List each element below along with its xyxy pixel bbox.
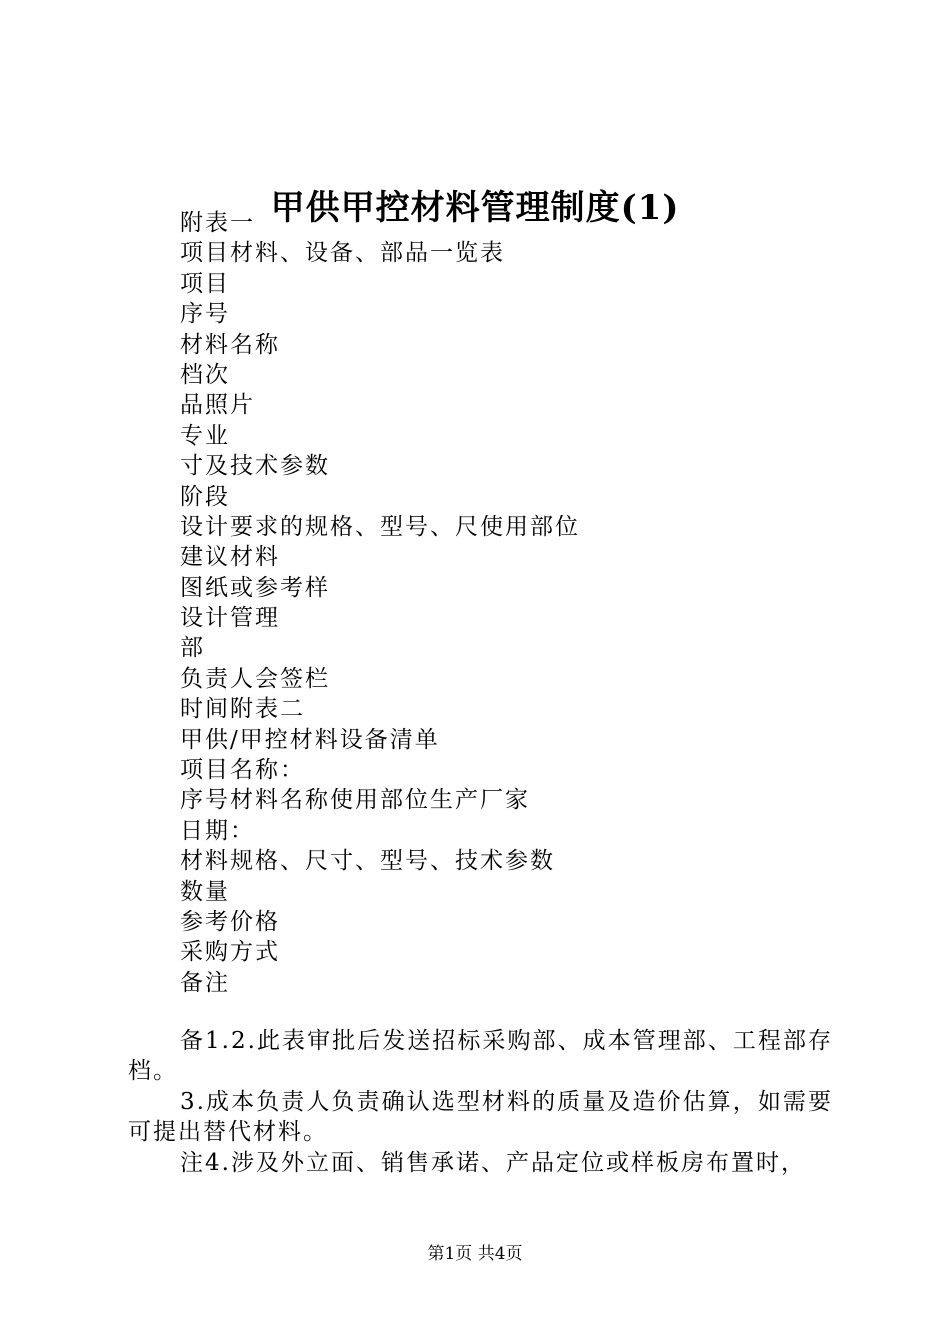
text-line: 负责人会签栏 bbox=[180, 665, 330, 692]
text-line: 序号 bbox=[180, 301, 230, 328]
text-line: 项目材料、设备、部品一览表 bbox=[180, 240, 505, 267]
text-line: 设计管理 bbox=[180, 605, 280, 632]
text-line: 数量 bbox=[180, 878, 230, 905]
text-line: 寸及技术参数 bbox=[180, 453, 330, 480]
text-line: 部 bbox=[180, 635, 205, 662]
text-line: 附表一 bbox=[180, 210, 255, 236]
text-line: 序号材料名称使用部位生产厂家 bbox=[180, 787, 530, 814]
text-line: 甲供/甲控材料设备清单 bbox=[180, 726, 440, 753]
text-line: 设计要求的规格、型号、尺使用部位 bbox=[180, 513, 580, 540]
text-line: 材料规格、尺寸、型号、技术参数 bbox=[180, 848, 555, 875]
paragraph-note-3: 注4.涉及外立面、销售承诺、产品定位或样板房布置时， bbox=[180, 1150, 806, 1176]
text-line: 品照片 bbox=[180, 392, 255, 419]
text-line: 参考价格 bbox=[180, 908, 280, 935]
text-line: 图纸或参考样 bbox=[180, 574, 330, 601]
text-line: 档次 bbox=[180, 361, 230, 388]
page-footer: 第1页 共4页 bbox=[427, 1244, 523, 1264]
document-lines bbox=[180, 208, 860, 998]
text-line: 专业 bbox=[180, 422, 230, 449]
text-line: 项目名称： bbox=[180, 757, 305, 784]
text-line: 建议材料 bbox=[180, 544, 280, 571]
text-line: 阶段 bbox=[180, 483, 230, 510]
paragraph-note-2: 3.成本负责人负责确认选型材料的质量及造价估算，如需要可提出替代材料。 bbox=[128, 1089, 833, 1146]
text-line: 采购方式 bbox=[180, 939, 280, 966]
text-line: 项目 bbox=[180, 270, 230, 297]
text-line: 时间附表二 bbox=[180, 696, 305, 723]
document-title: 甲供甲控材料管理制度(1) bbox=[270, 188, 680, 228]
paragraph-note-1: 备1.2.此表审批后发送招标采购部、成本管理部、工程部存档。 bbox=[128, 1028, 833, 1085]
text-line: 材料名称 bbox=[180, 331, 280, 358]
text-line: 备注 bbox=[180, 969, 230, 996]
text-line: 日期： bbox=[180, 817, 255, 844]
